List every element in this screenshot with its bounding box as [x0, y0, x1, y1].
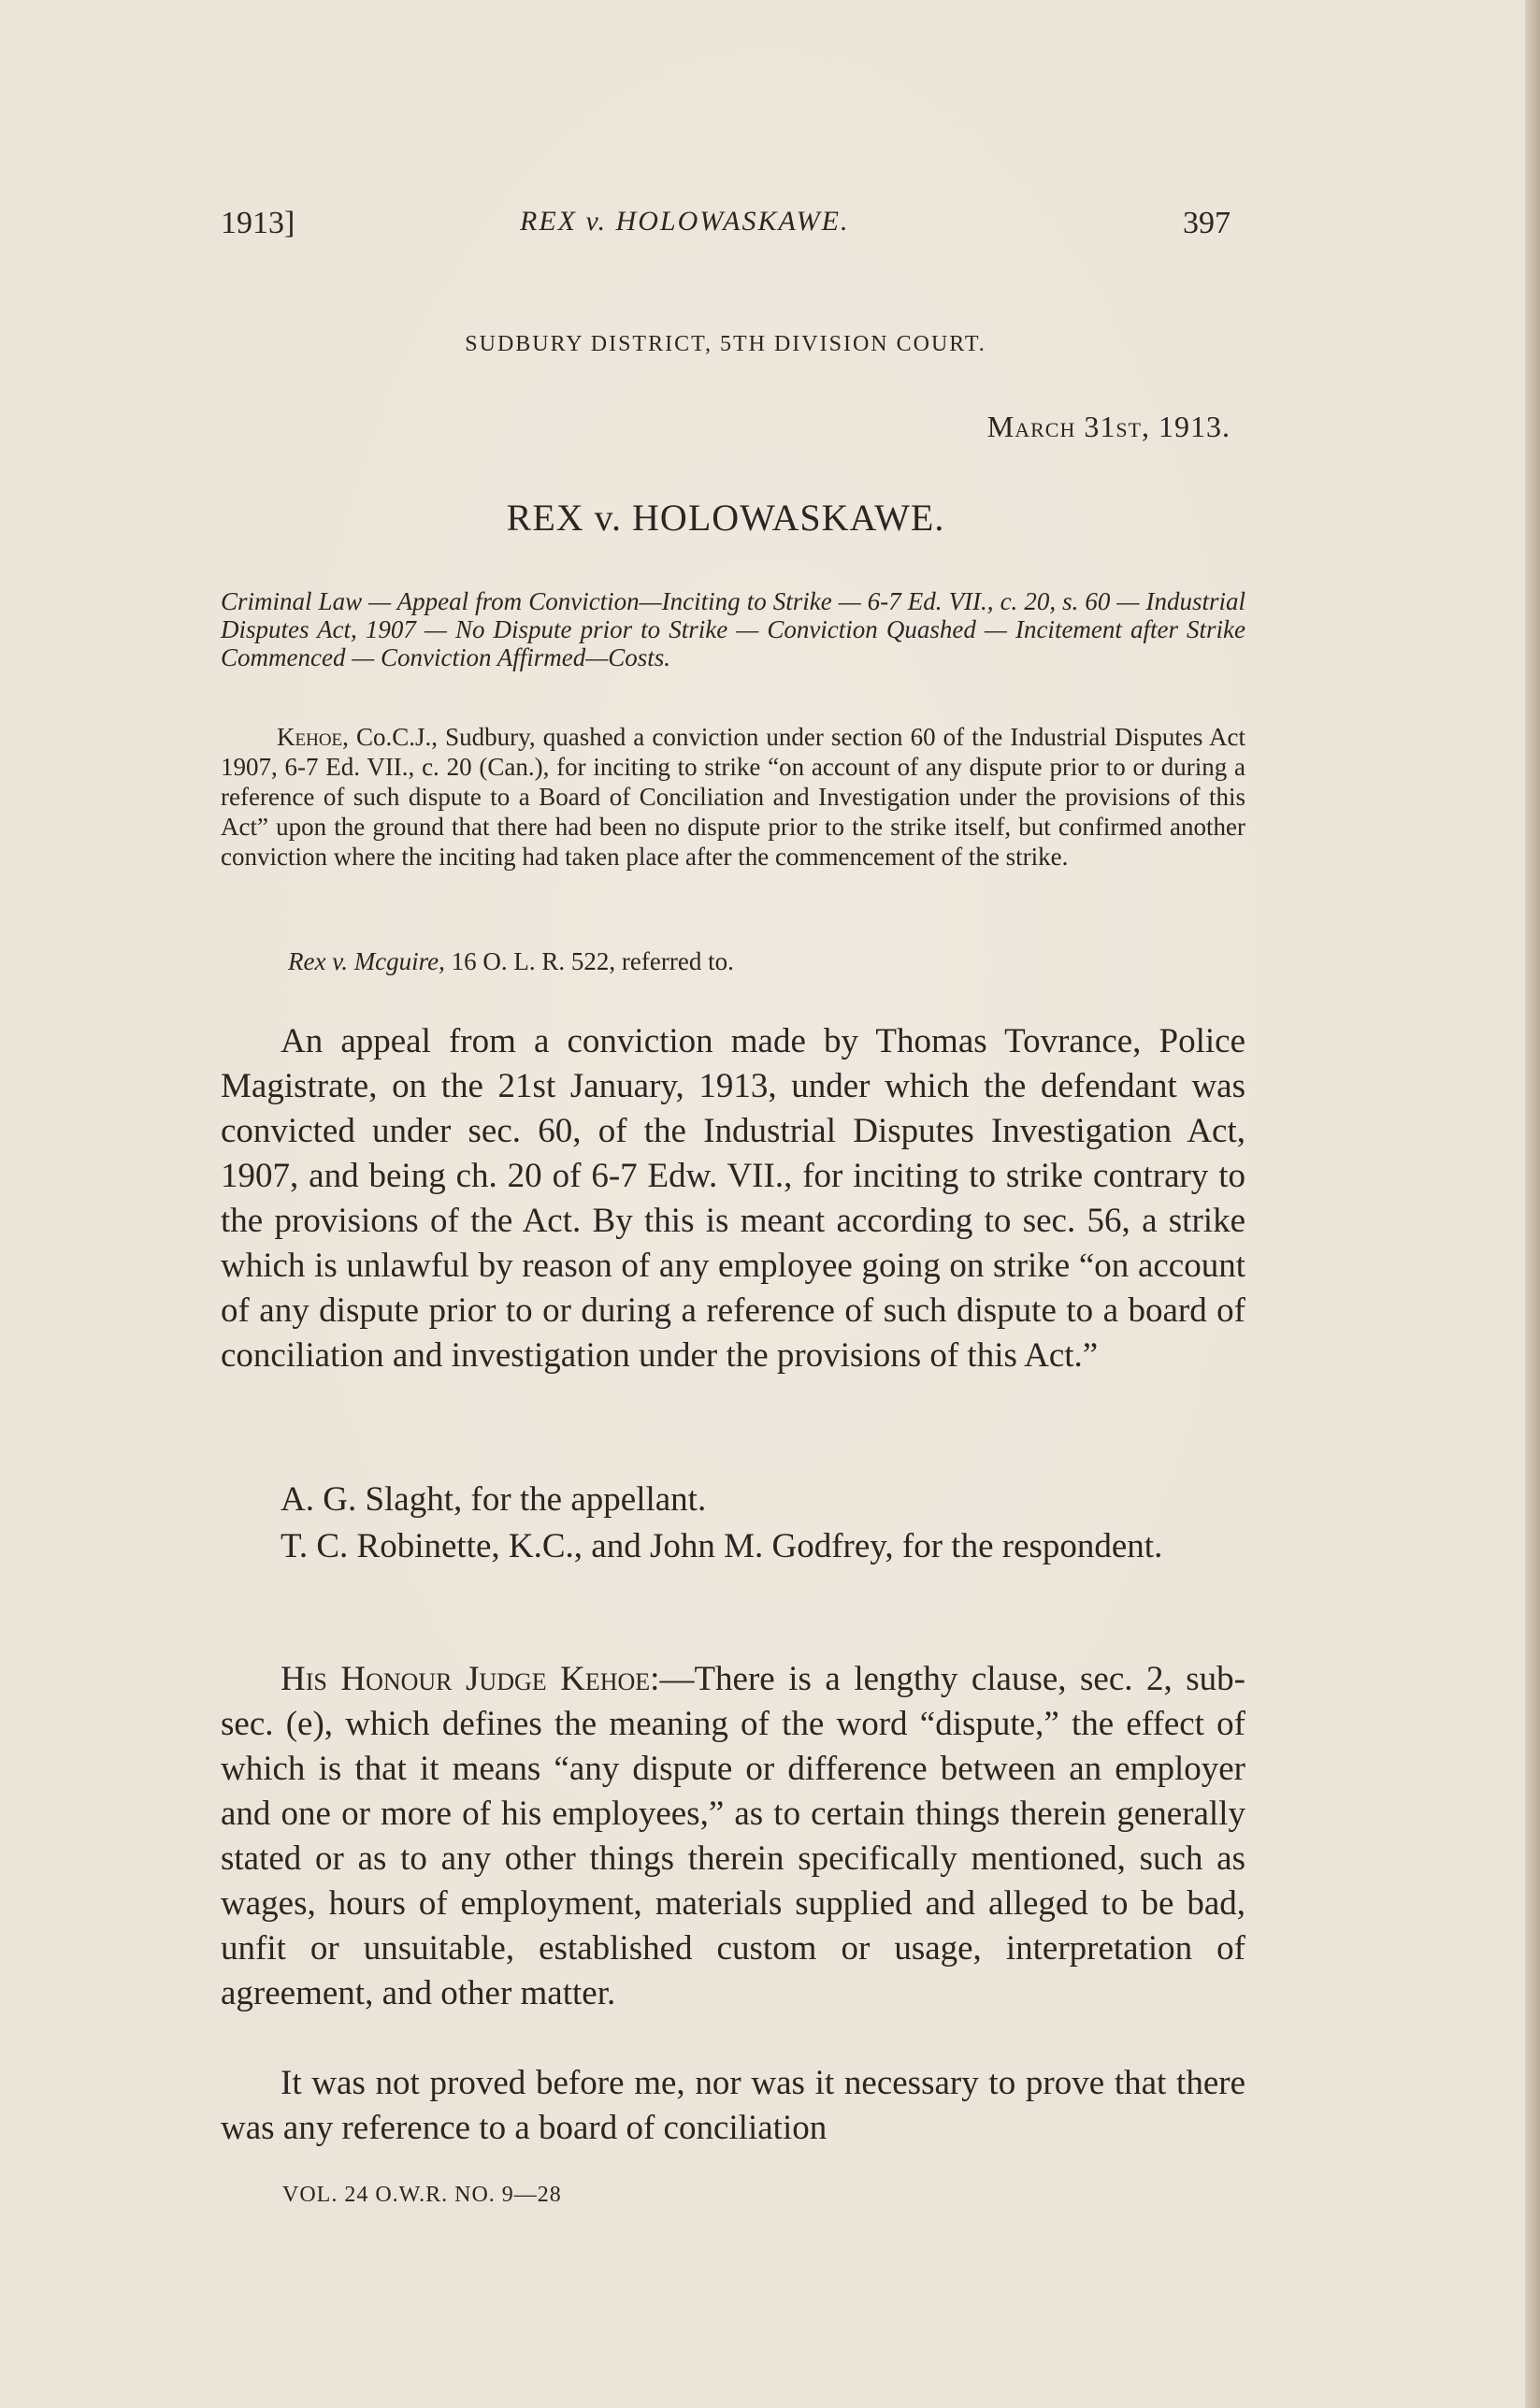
running-head-year: 1913]: [221, 206, 295, 240]
paragraph-judgment: [221, 1657, 1245, 2016]
running-head-title: REX v. HOLOWASKAWE.: [520, 206, 850, 237]
headnote-text: Criminal Law — Appeal from Conviction—Inciting to Strike — 6-7 Ed. VII., c. 20, s. 60 — Industrial Disputes Act, 1907 — No Dispute prior to Strike — Conviction Quashed — Incitement after Strike Commenced — Conviction Affirmed—Costs.: [221, 587, 1245, 671]
citation-rest: 16 O. L. R. 522, referred to.: [444, 947, 734, 975]
case-title: REX v. HOLOWASKAWE.: [506, 497, 945, 539]
judgment-text: —There is a lengthy clause, sec. 2, sub-sec. (e), which defines the meaning of the word “dispute,” the effect of which is that it means “any dispute or difference between an employer and one or more of his employees,” as to certain things therein generally stated or as to any other things therein specifically mentioned, such as wages, hours of employment, materials supplied and alleged to be bad, unfit or unsuitable, established custom or usage, interpretation of agreement, and other matter.: [221, 1660, 1245, 2012]
court-name: SUDBURY DISTRICT, 5TH DIVISION COURT.: [465, 332, 986, 356]
signature-footer: VOL. 24 O.W.R. NO. 9—28: [282, 2183, 562, 2207]
case-summary: [221, 722, 1245, 872]
headnote: [221, 587, 1245, 671]
decision-date: March 31st, 1913.: [986, 410, 1231, 443]
paragraph-appellant-counsel: A. G. Slaght, for the appellant.: [281, 1480, 707, 1519]
paragraph-continuation: It was not proved before me, nor was it necessary to prove that there was any reference to a board of conciliation: [221, 2064, 1245, 2147]
citation-case: Rex v. Mcguire,: [288, 947, 445, 975]
summary-text: Co.C.J., Sudbury, quashed a conviction under section 60 of the Industrial Disputes Act 1907, 6-7 Ed. VII., c. 20 (Can.), for inciting to strike “on account of any dispute prior to or during a reference of such dispute to a Board of Conciliation and Investigation under the provisions of this Act” upon the ground that there had been no dispute prior to the strike itself, but confirmed another conviction where the inciting had taken place after the commencement of the strike.: [221, 723, 1245, 871]
summary-judge: Kehoe,: [277, 723, 349, 751]
page-edge: [1525, 0, 1540, 2408]
paragraph-respondent-counsel: T. C. Robinette, K.C., and John M. Godfrey, for the respondent.: [281, 1527, 1163, 1565]
judgment-speaker: His Honour Judge Kehoe:: [281, 1660, 660, 1698]
page-number: 397: [1183, 206, 1231, 240]
running-head: [221, 206, 1231, 252]
citation: [221, 946, 1245, 976]
paragraph-appeal: An appeal from a conviction made by Thomas Tovrance, Police Magistrate, on the 21st January, 1913, under which the defendant was convicted under sec. 60, of the Industrial Disputes Investigation Act, 1907, and being ch. 20 of 6-7 Edw. VII., for inciting to strike contrary to the provisions of the Act. By this is meant according to sec. 56, a strike which is unlawful by reason of any employee going on strike “on account of any dispute prior to or during a reference of such dispute to a board of conciliation and investigation under the provisions of this Act.”: [221, 1022, 1245, 1375]
